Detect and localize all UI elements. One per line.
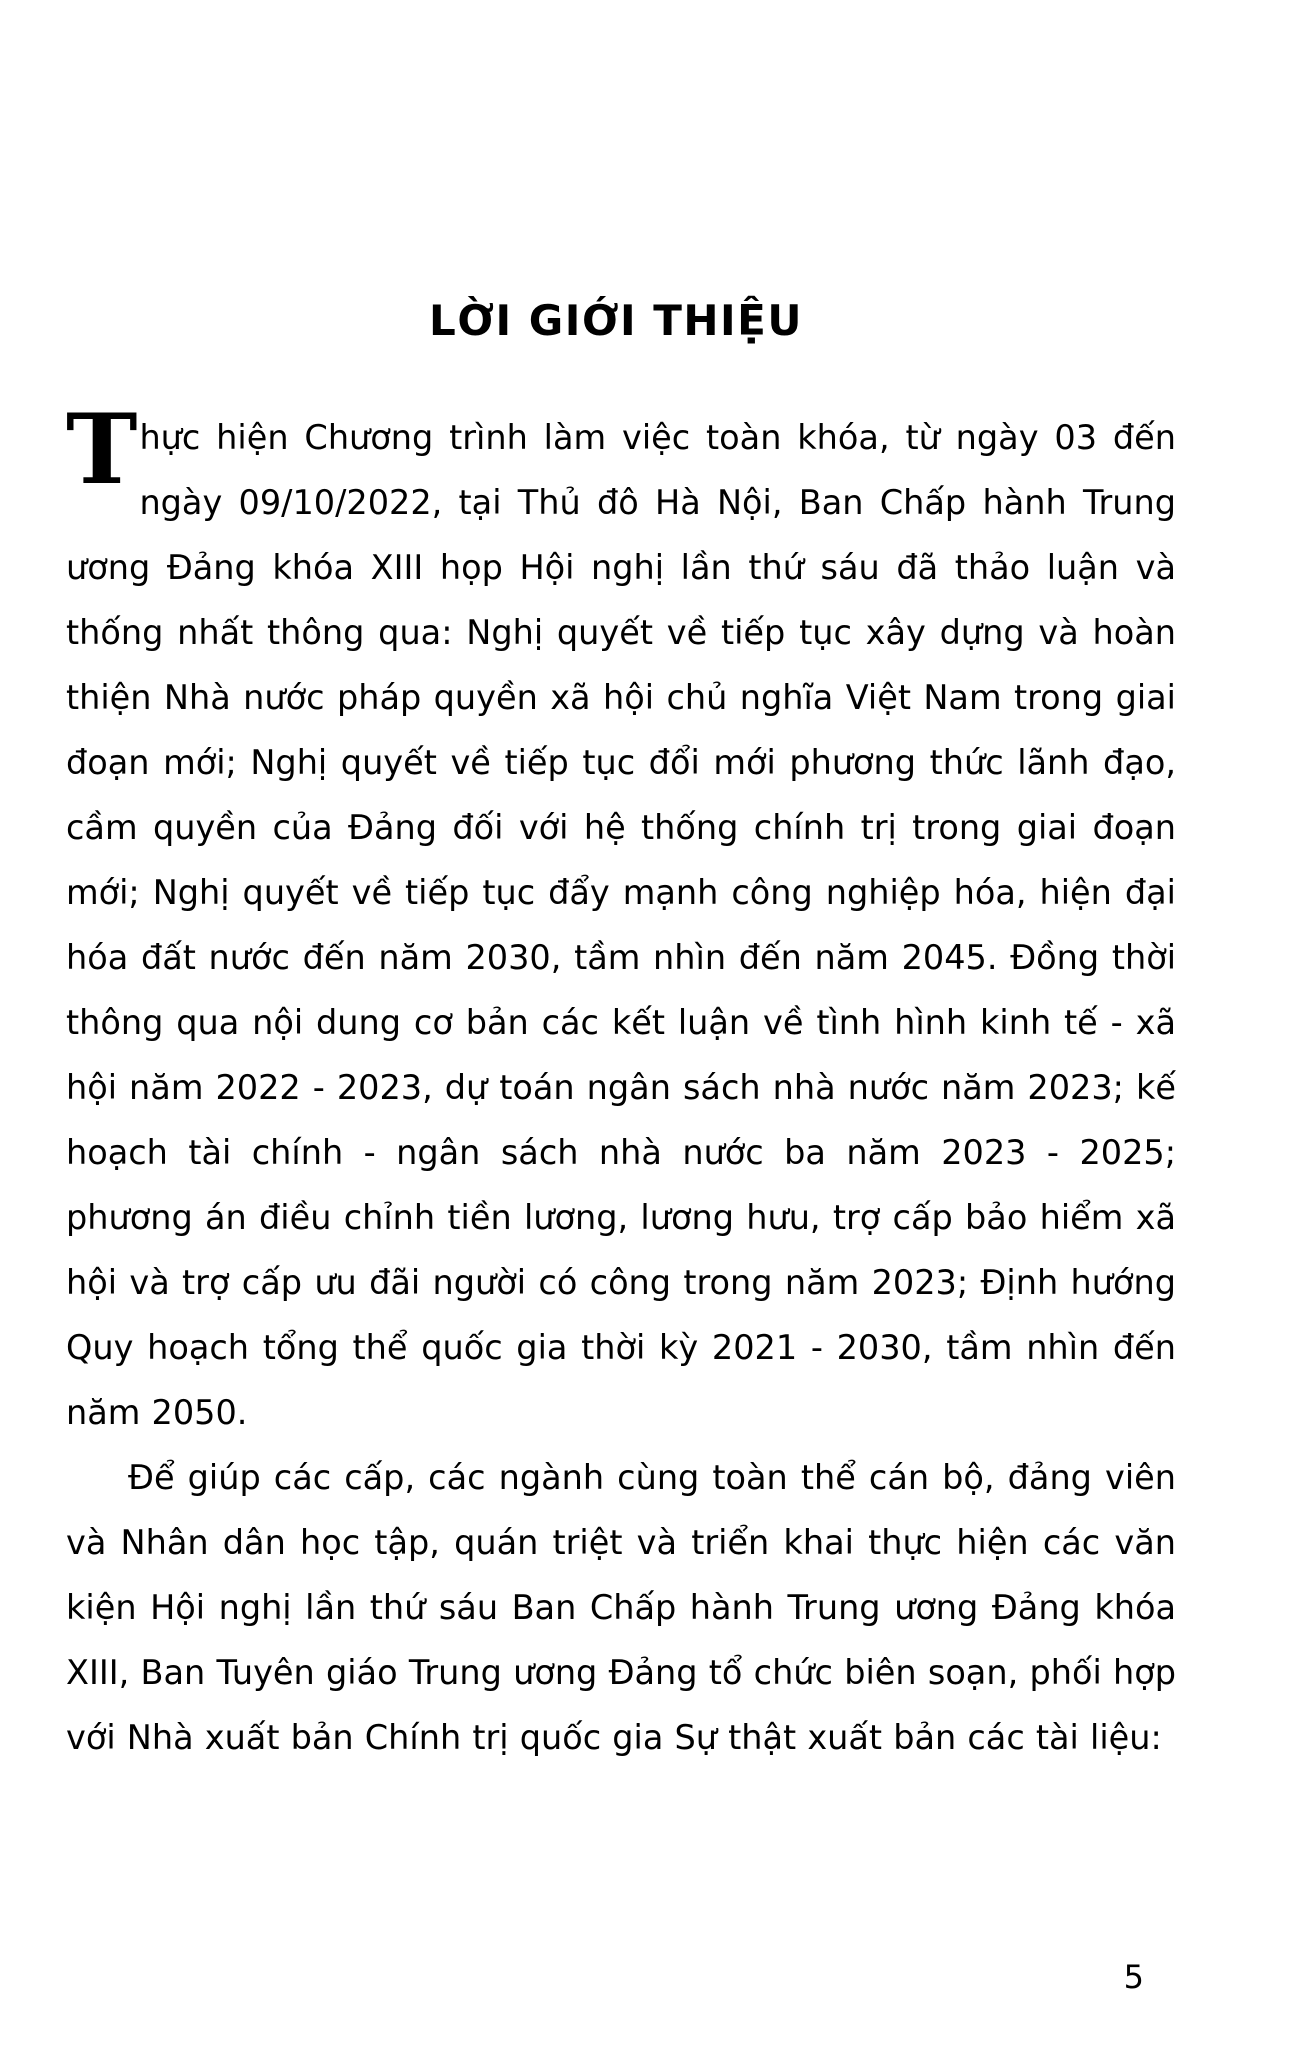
body-text (66, 393, 1176, 1770)
page-title: LỜI GIỚI THIỆU (429, 296, 803, 346)
paragraph-2: Để giúp các cấp, các ngành cùng toàn thể cán bộ, đảng viên và Nhân dân học tập, quán triệt và triển khai thực hiện các văn kiện Hội nghị lần thứ sáu Ban Chấp hành Trung ương Đảng khóa XIII, Ban Tuyên giáo Trung ương Đảng tổ chức biên soạn, phối hợp với Nhà xuất bản Chính trị quốc gia Sự thật xuất bản các tài liệu: (66, 1458, 1176, 1757)
page-content (66, 0, 1246, 2068)
paragraph-1-text: hực hiện Chương trình làm việc toàn khóa, từ ngày 03 đến ngày 09/10/2022, tại Thủ đô Hà Nội, Ban Chấp hành Trung ương Đảng khóa XIII họp Hội nghị lần thứ sáu đã thảo luận và thống nhất thông qua: Nghị quyết về tiếp tục xây dựng và hoàn thiện Nhà nước pháp quyền xã hội chủ nghĩa Việt Nam trong giai đoạn mới; Nghị quyết về tiếp tục đổi mới phương thức lãnh đạo, cầm quyền của Đảng đối với hệ thống chính trị trong giai đoạn mới; Nghị quyết về tiếp tục đẩy mạnh công nghiệp hóa, hiện đại hóa đất nước đến năm 2030, tầm nhìn đến năm 2045. Đồng thời thông qua nội dung cơ bản các kết luận về tình hình kinh tế - xã hội năm 2022 - 2023, dự toán ngân sách nhà nước năm 2023; kế hoạch tài chính - ngân sách nhà nước ba năm 2023 - 2025; phương án điều chỉnh tiền lương, lương hưu, trợ cấp bảo hiểm xã hội và trợ cấp ưu đãi người có công trong năm 2023; Định hướng Quy hoạch tổng thể quốc gia thời kỳ 2021 - 2030, tầm nhìn đến năm 2050. (66, 418, 1176, 1432)
page-number: 5 (1123, 1958, 1144, 1996)
paragraph-1 (66, 393, 1176, 1445)
drop-cap: T (66, 393, 138, 506)
